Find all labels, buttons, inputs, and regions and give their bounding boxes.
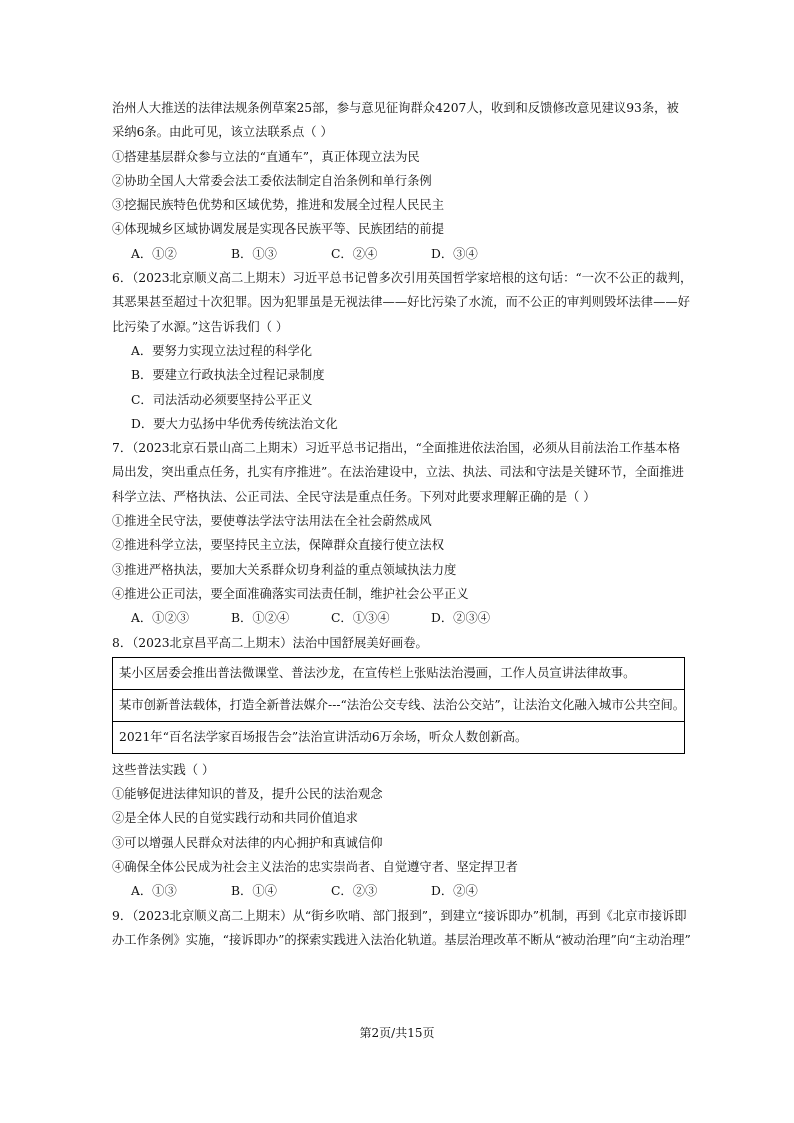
q8-statement-3: ③可以增强人民群众对法律的内心拥护和真诚信仰 — [112, 835, 383, 850]
q7-statement-1: ①推进全民守法，要使尊法学法守法用法在全社会蔚然成风 — [112, 514, 432, 529]
q8-statement-4: ④确保全体公民成为社会主义法治的忠实崇尚者、自觉遵守者、坚定捍卫者 — [112, 860, 518, 875]
q5-statement-4: ④体现城乡区域协调发展是实现各民族平等、民族团结的前提 — [112, 222, 445, 237]
q7-option-b: B．①②④ — [231, 611, 290, 626]
q5-text-line-2: 采纳6条。由此可见，该立法联系点（ ） — [112, 125, 333, 140]
q6-stem-line-2: 其恶果甚至超过十次犯罪。因为犯罪虽是无视法律——好比污染了水流，而不公正的审判则毁坏法律——好 — [112, 295, 690, 310]
q8-table-row-1: 某小区居委会推出普法微课堂、普法沙龙，在宣传栏上张贴法治漫画，工作人员宣讲法律故事。 — [113, 658, 684, 690]
page-number-footer: 第2页/共15页 — [359, 1026, 435, 1040]
q6-stem-line-3: 比污染了水源。”这告诉我们（ ） — [112, 319, 289, 334]
q5-option-d: D．③④ — [431, 246, 478, 261]
q7-option-a: A．①②③ — [131, 611, 190, 626]
q9-stem-line-1: 9．（2023北京顺义高二上期末）从“街乡吹哨、部门报到”，到建立“接诉即办”机制，再到《北京市接诉即 — [112, 908, 687, 923]
q7-option-c: C．①③④ — [331, 611, 390, 626]
page-content — [112, 96, 693, 952]
q8-option-a: A．①③ — [131, 884, 177, 899]
q8-material-table — [112, 657, 685, 754]
q5-text-line-1: 治州人大推送的法律法规条例草案25部，参与意见征询群众4207人，收到和反馈修改意见建议93条，被 — [112, 101, 679, 115]
q7-stem-line-2: 局出发，突出重点任务，扎实有序推进”。在法治建设中，立法、执法、司法和守法是关键环节，全面推进 — [112, 465, 684, 480]
q5-statement-3: ③挖掘民族特色优势和区域优势，推进和发展全过程人民民主 — [112, 198, 445, 213]
q8-option-c: C．②③ — [331, 884, 378, 899]
q7-stem-line-1: 7．（2023北京石景山高二上期末）习近平总书记指出，“全面推进依法治国，必须从目前法治工作基本格 — [112, 441, 681, 456]
q8-table-row-2: 某市创新普法载体，打造全新普法媒介---“法治公交专线、法治公交站”，让法治文化融入城市公共空间。 — [113, 690, 684, 722]
q6-option-c: C．司法活动必须要坚持公平正义 — [131, 392, 313, 407]
q8-question-stem: 这些普法实践（ ） — [112, 762, 215, 777]
q8-option-b: B．①④ — [231, 884, 277, 899]
q7-options — [112, 606, 686, 630]
q6-option-a: A．要努力实现立法过程的科学化 — [131, 343, 313, 358]
q7-statement-4: ④推进公正司法，要全面准确落实司法责任制，维护社会公平正义 — [112, 586, 469, 601]
q5-option-a: A．①② — [131, 246, 177, 261]
q7-option-d: D．②③④ — [431, 611, 491, 626]
q5-options — [112, 242, 686, 266]
q8-statement-2: ②是全体人民的自觉实践行动和共同价值追求 — [112, 811, 358, 826]
q8-option-d: D．②④ — [431, 884, 478, 899]
q6-option-b: B．要建立行政执法全过程记录制度 — [131, 368, 325, 383]
q8-stem-line-1: 8．（2023北京昌平高二上期末）法治中国舒展美好画卷。 — [112, 635, 428, 650]
q8-table-row-3: 2021年“百名法学家百场报告会”法治宣讲活动6万余场，听众人数创新高。 — [119, 729, 528, 744]
q6-option-d: D．要大力弘扬中华优秀传统法治文化 — [131, 416, 338, 431]
q6-stem-line-1: 6．（2023北京顺义高二上期末）习近平总书记曾多次引用英国哲学家培根的这句话：“一次不公正的裁判， — [112, 271, 693, 286]
q8-options — [112, 879, 686, 903]
q5-option-b: B．①③ — [231, 246, 277, 261]
q7-stem-line-3: 科学立法、严格执法、公正司法、全民守法是重点任务。下列对此要求理解正确的是（ ） — [112, 489, 596, 504]
q8-statement-1: ①能够促进法律知识的普及，提升公民的法治观念 — [112, 787, 383, 802]
q5-option-c: C．②④ — [331, 246, 378, 261]
q7-statement-2: ②推进科学立法，要坚持民主立法，保障群众直接行使立法权 — [112, 538, 445, 553]
q7-statement-3: ③推进严格执法，要加大关系群众切身利益的重点领域执法力度 — [112, 562, 457, 577]
q9-stem-line-2: 办工作条例》实施，“接诉即办”的探索实践进入法治化轨道。基层治理改革不断从“被动治理”向“主动治理” — [112, 932, 691, 947]
q5-statement-2: ②协助全国人大常委会法工委依法制定自治条例和单行条例 — [112, 173, 432, 188]
q5-statement-1: ①搭建基层群众参与立法的“直通车”，真正体现立法为民 — [112, 149, 420, 164]
